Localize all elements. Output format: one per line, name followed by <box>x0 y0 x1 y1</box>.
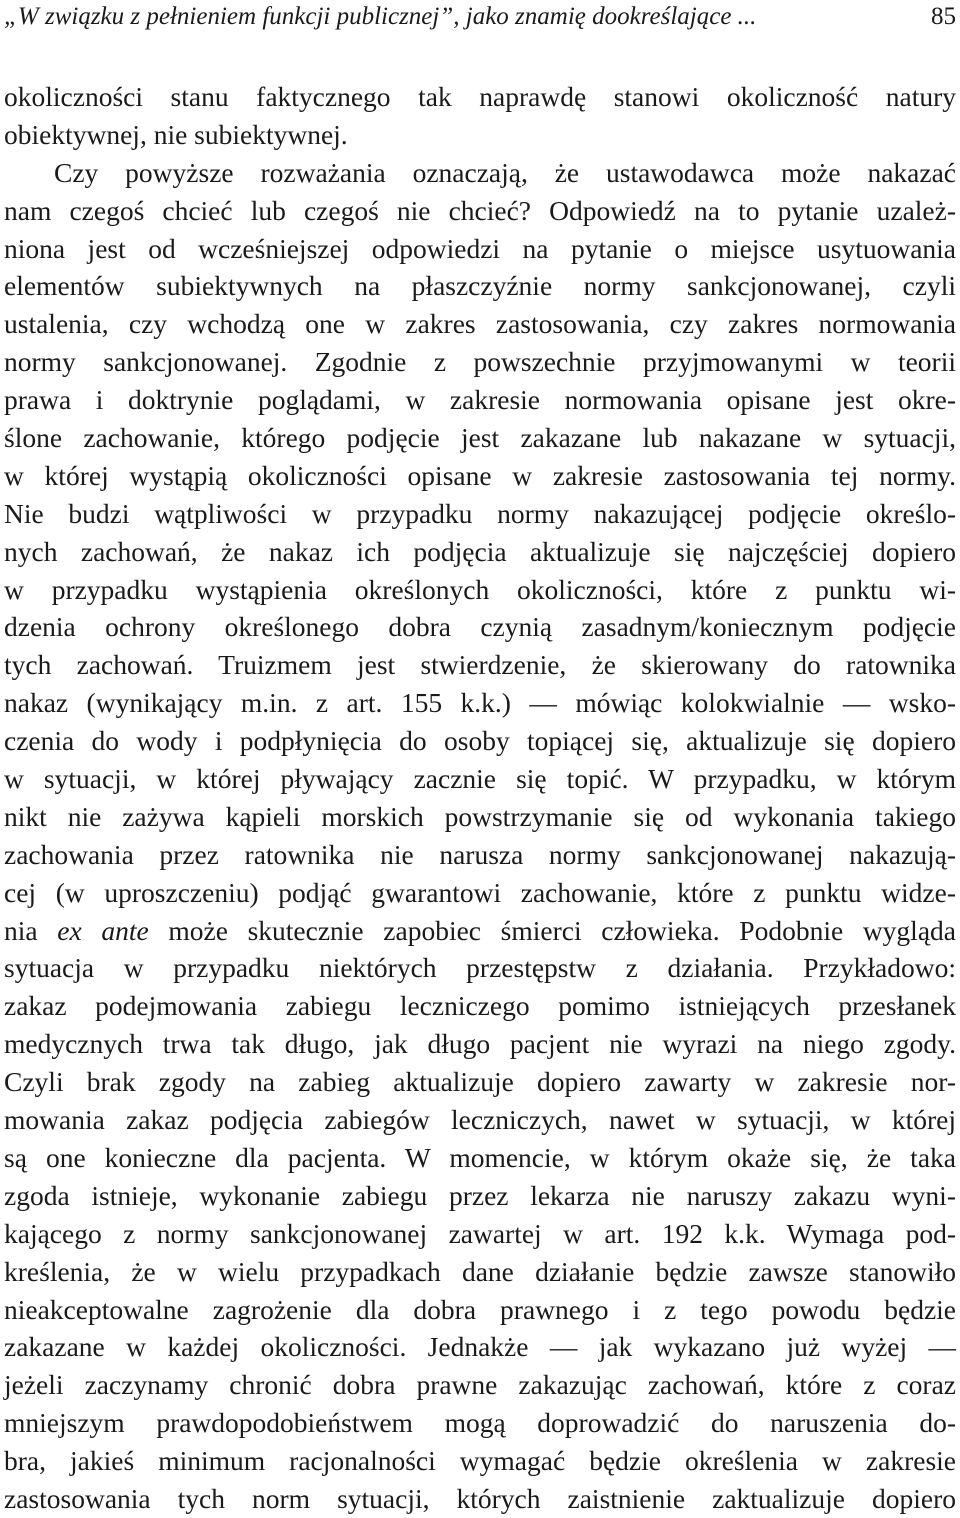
text-line: medycznych trwa tak długo, jak długo pacjent nie wyrazi na niego zgody. <box>4 1028 956 1060</box>
text-line: Czy powyższe rozważania oznaczają, że ustawodawca może nakazać <box>54 156 956 188</box>
text-line: niona jest od wcześniejszej odpowiedzi na pytanie o miejsce usytuowania <box>4 232 956 264</box>
text-line: cej (w uproszczeniu) podjąć gwarantowi zachowanie, które z punktu widze- <box>4 876 956 908</box>
text-line: okoliczności stanu faktycznego tak naprawdę stanowi okoliczność natury <box>4 81 956 112</box>
page-header <box>4 0 956 34</box>
text-line: Czyli brak zgody na zabieg aktualizuje dopiero zawarty w zakresie nor- <box>4 1066 956 1098</box>
body-text <box>4 78 956 1518</box>
text-line: ustalenia, czy wchodzą one w zakres zastosowania, czy zakres normowania <box>4 308 956 340</box>
text-line: mniejszym prawdopodobieństwem mogą doprowadzić do naruszenia do- <box>4 1407 956 1439</box>
text-line: ślone zachowanie, którego podjęcie jest zakazane lub nakazane w sytuacji, <box>4 422 956 454</box>
text-line: w przypadku wystąpienia określonych okoliczności, które z punktu wi- <box>4 573 956 605</box>
text-line: bra, jakieś minimum racjonalności wymagać będzie określenia w zakresie <box>4 1445 956 1477</box>
text-line: Nie budzi wątpliwości w przypadku normy nakazującej podjęcie określo- <box>4 497 956 529</box>
text-line: są one konieczne dla pacjenta. W momencie, w którym okaże się, że taka <box>4 1141 956 1173</box>
text-line: prawa i doktrynie poglądami, w zakresie normowania opisane jest okre- <box>4 384 956 416</box>
text-line: nakaz (wynikający m.in. z art. 155 k.k.) — mówiąc kolokwialnie — wsko- <box>4 687 956 719</box>
text-line: jeżeli zaczynamy chronić dobra prawne zakazując zachowań, które z coraz <box>4 1369 956 1401</box>
text-line: nam czegoś chcieć lub czegoś nie chcieć? Odpowiedź na to pytanie uzależ- <box>4 194 956 226</box>
text-line: zachowania przez ratownika nie narusza normy sankcjonowanej nakazują- <box>4 838 956 870</box>
text-line: sytuacja w przypadku niektórych przestępstw z działania. Przykładowo: <box>4 952 956 984</box>
text-line: zakazane w każdej okoliczności. Jednakże — jak wykazano już wyżej — <box>4 1331 956 1363</box>
text-line: mowania zakaz podjęcia zabiegów leczniczych, nawet w sytuacji, w której <box>4 1104 956 1136</box>
text-line: kającego z normy sankcjonowanej zawartej w art. 192 k.k. Wymaga pod- <box>4 1217 956 1249</box>
text-line: nych zachowań, że nakaz ich podjęcia aktualizuje się najczęściej dopiero <box>4 535 956 567</box>
text-line: zakaz podejmowania zabiegu leczniczego pomimo istniejących przesłanek <box>4 990 956 1022</box>
text-line: zgoda istnieje, wykonanie zabiegu przez lekarza nie naruszy zakazu wyni- <box>4 1179 956 1211</box>
text-line: dzenia ochrony określonego dobra czynią zasadnym/koniecznym podjęcie <box>4 611 956 643</box>
text-line: w której wystąpią okoliczności opisane w zakresie zastosowania tej normy. <box>4 459 956 491</box>
text-line <box>4 912 956 950</box>
text-line: kreślenia, że w wielu przypadkach dane działanie będzie zawsze stanowiło <box>4 1255 956 1287</box>
page-number: 85 <box>931 3 956 30</box>
italic-term: ex ante <box>57 914 149 946</box>
text-line: normy sankcjonowanej. Zgodnie z powszechnie przyjmowanymi w teorii <box>4 346 956 378</box>
text-line: obiektywnej, nie subiektywnej. <box>4 118 348 150</box>
text-line: tych zachowań. Truizmem jest stwierdzenie, że skierowany do ratownika <box>4 649 956 681</box>
text-line: nikt nie zażywa kąpieli morskich powstrzymanie się od wykonania takiego <box>4 800 956 832</box>
text-line: w sytuacji, w której pływający zacznie się topić. W przypadku, w którym <box>4 763 956 795</box>
text-line: zastosowania tych norm sytuacji, których zaistnienie zaktualizuje dopiero <box>4 1482 956 1514</box>
text-segment: nia <box>4 914 58 946</box>
text-line: elementów subiektywnych na płaszczyźnie normy sankcjonowanej, czyli <box>4 270 956 302</box>
text-line: czenia do wody i podpłynięcia do osoby topiącej się, aktualizuje się dopiero <box>4 725 956 757</box>
text-line: nieakceptowalne zagrożenie dla dobra prawnego i z tego powodu będzie <box>4 1293 956 1325</box>
running-head: „W związku z pełnieniem funkcji publicznej”, jako znamię dookreślające ... <box>4 3 757 30</box>
text-segment: może skutecznie zapobiec śmierci człowieka. Podobnie wygląda <box>148 914 956 946</box>
